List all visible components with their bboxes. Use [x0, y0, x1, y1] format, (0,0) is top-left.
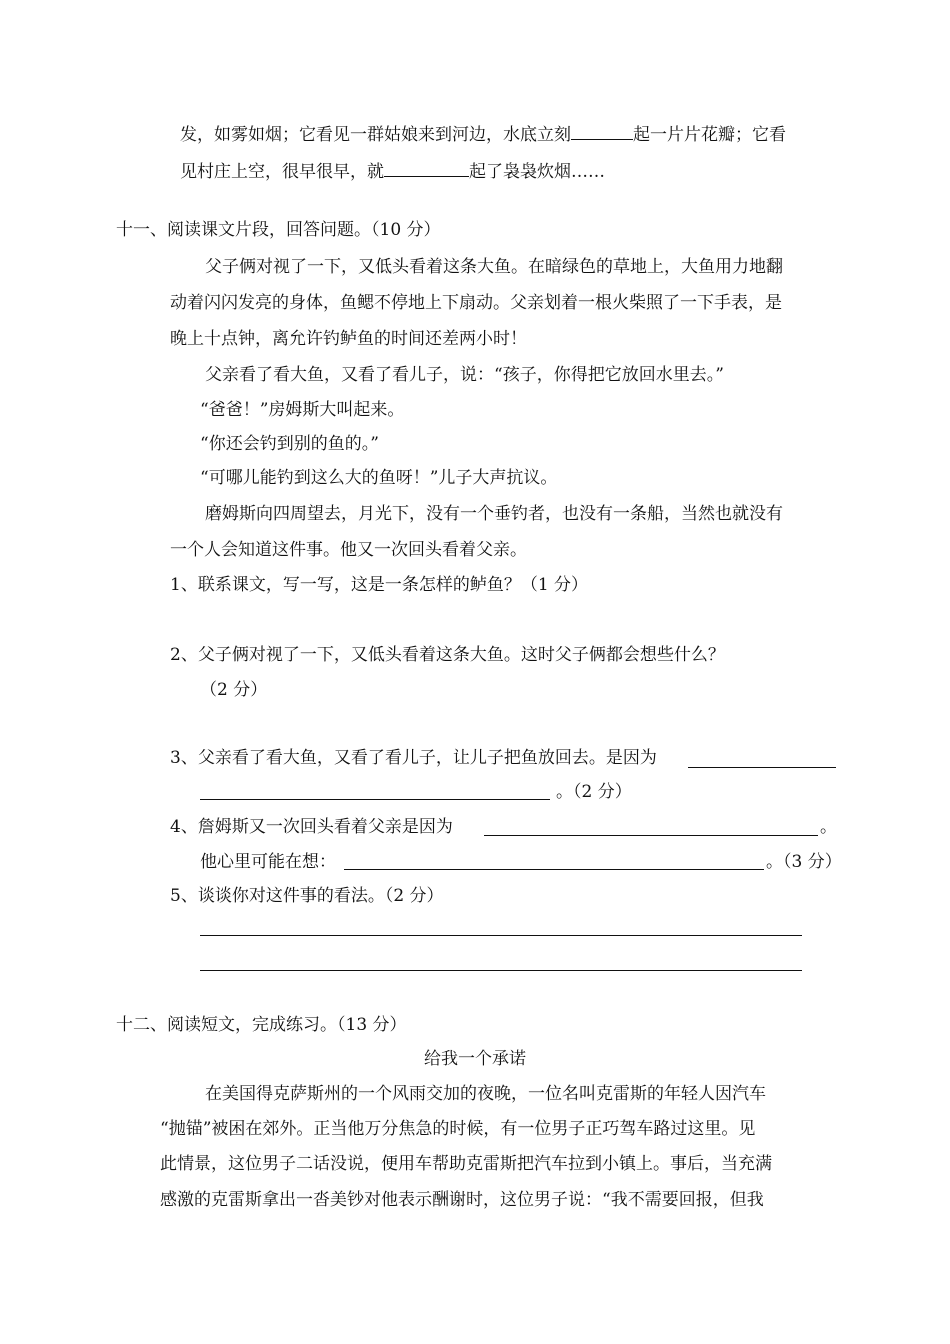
question-5: 5、谈谈你对这件事的看法。（2 分） [170, 886, 444, 906]
passage-line: “爸爸！”房姆斯大叫起来。 [200, 400, 405, 420]
answer-line[interactable] [484, 835, 818, 836]
question-2-score: （2 分） [200, 680, 268, 700]
passage-line: 感激的克雷斯拿出一沓美钞对他表示酬谢时，这位男子说：“我不需要回报，但我 [160, 1190, 764, 1210]
question-1: 1、联系课文，写一写，这是一条怎样的鲈鱼？（1 分） [170, 575, 589, 595]
question-4: 4、詹姆斯又一次回头看着父亲是因为 [170, 817, 453, 837]
question-4-end: 。 [820, 817, 837, 837]
question-2: 2、父子俩对视了一下，又低头看着这条大鱼。这时父子俩都会想些什么？ [170, 645, 725, 665]
answer-blank[interactable] [571, 123, 633, 140]
passage-line: 动着闪闪发亮的身体，鱼鳃不停地上下扇动。父亲划着一根火柴照了一下手表，是 [170, 293, 782, 313]
answer-line[interactable] [200, 970, 802, 971]
passage-line: 父子俩对视了一下，又低头看着这条大鱼。在暗绿色的草地上，大鱼用力地翻 [205, 257, 783, 277]
section-12-heading: 十二、阅读短文，完成练习。（13 分） [116, 1015, 407, 1035]
answer-line[interactable] [688, 767, 836, 768]
passage-line: “抛锚”被困在郊外。正当他万分焦急的时候，有一位男子正巧驾车路过这里。见 [160, 1119, 756, 1139]
answer-line[interactable] [344, 869, 764, 870]
passage-line: “可哪儿能钓到这么大的鱼呀！”儿子大声抗议。 [200, 468, 558, 488]
question-4-score: 。（3 分） [766, 852, 842, 872]
passage-line: 在美国得克萨斯州的一个风雨交加的夜晚，一位名叫克雷斯的年轻人因汽车 [205, 1084, 766, 1104]
passage-line: 此情景，这位男子二话没说，便用车帮助克雷斯把汽车拉到小镇上。事后，当充满 [160, 1154, 772, 1174]
passage-line: “你还会钓到别的鱼的。” [200, 434, 379, 454]
passage-line: 磨姆斯向四周望去，月光下，没有一个垂钓者，也没有一条船，当然也就没有 [205, 504, 783, 524]
story-title: 给我一个承诺 [424, 1049, 526, 1069]
passage-line: 父亲看了看大鱼，又看了看儿子，说：“孩子，你得把它放回水里去。” [205, 365, 724, 385]
intro-line-2: 见村庄上空，很早很早，就 起了袅袅炊烟…… [180, 162, 605, 182]
intro-line-1: 发，如雾如烟；它看见一群姑娘来到河边，水底立刻 起一片片花瓣；它看 [180, 125, 786, 145]
answer-line[interactable] [200, 935, 802, 936]
section-11-heading: 十一、阅读课文片段，回答问题。（10 分） [116, 220, 441, 240]
question-3: 3、父亲看了看大鱼，又看了看儿子，让儿子把鱼放回去。是因为 [170, 748, 657, 768]
passage-line: 晚上十点钟，离允许钓鲈鱼的时间还差两小时！ [170, 329, 527, 349]
question-4-thought: 他心里可能在想： [200, 852, 336, 872]
question-3-score: 。（2 分） [556, 782, 632, 802]
passage-line: 一个人会知道这件事。他又一次回头看着父亲。 [170, 540, 527, 560]
answer-line[interactable] [200, 799, 550, 800]
answer-blank[interactable] [384, 160, 469, 177]
